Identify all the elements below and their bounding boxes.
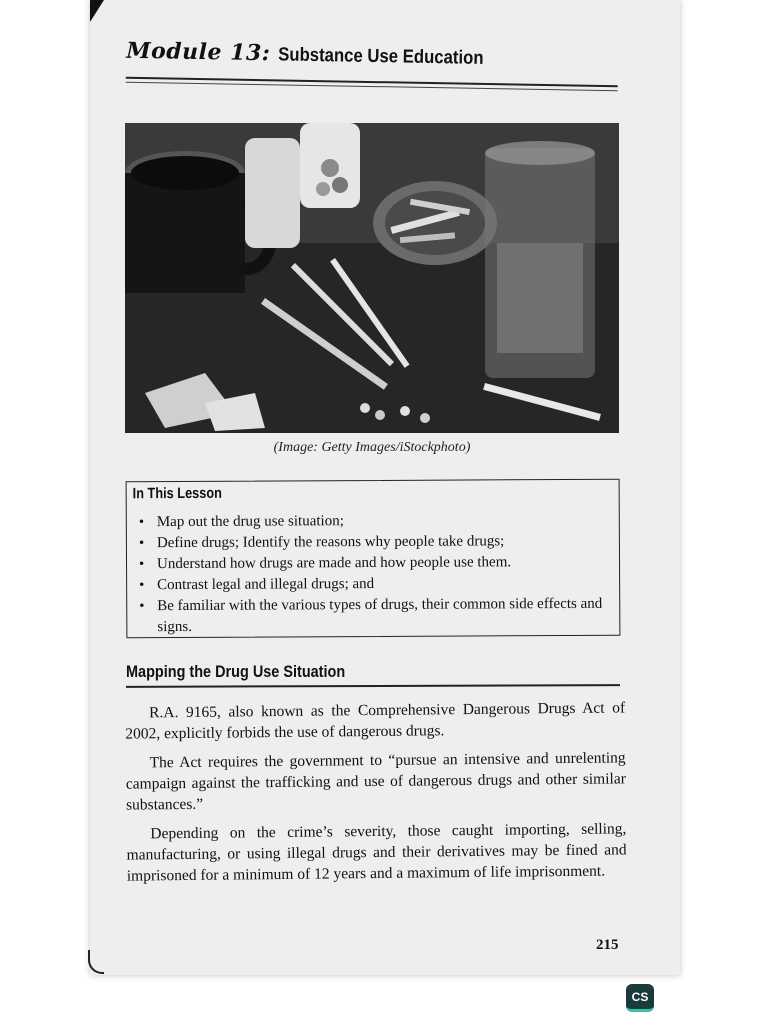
bullet-icon: • (139, 598, 145, 615)
page-corner-top (90, 0, 104, 22)
bullet-icon: • (138, 556, 145, 573)
substances-photo (125, 123, 619, 433)
lesson-box-title: In This Lesson (132, 484, 222, 503)
paragraph: Depending on the crime’s severity, those caught importing, selling, manufacturing, or using illegal drugs and their derivatives may be fined and imprisoned for a minimum of 12 years and a maximum of life imprisonment. (126, 820, 627, 885)
paragraph: R.A. 9165, also known as the Comprehensive Dangerous Drugs Act of 2002, explicitly forbids the use of dangerous drugs. (125, 699, 626, 743)
list-item (137, 594, 617, 639)
list-item-text: Contrast legal and illegal drugs; and (157, 575, 375, 594)
page-number: 215 (596, 937, 619, 953)
list-item (137, 573, 617, 597)
bullet-icon: • (139, 577, 145, 594)
module-title: Substance Use Education (278, 44, 484, 69)
list-item-text: Understand how drugs are made and how people use them. (156, 554, 512, 573)
list-item-text: Be familiar with the various types of drugs, their common side effects and signs. (157, 595, 603, 636)
list-item (137, 510, 617, 534)
module-header (126, 38, 617, 97)
bullet-icon: • (138, 514, 145, 531)
bullet-icon: • (138, 535, 145, 552)
camscanner-badge: CS (626, 984, 654, 1012)
lesson-objectives-list (137, 510, 618, 639)
in-this-lesson-box (126, 479, 621, 639)
section-body (125, 697, 627, 894)
list-item (137, 552, 617, 576)
list-item-text: Map out the drug use situation; (156, 513, 344, 531)
list-item-text: Define drugs; Identify the reasons why people take drugs; (156, 533, 505, 552)
module-number: Module 13: (126, 37, 271, 67)
list-item (137, 531, 617, 555)
photo-caption: (Image: Getty Images/iStockphoto) (273, 440, 471, 455)
section-title: Mapping the Drug Use Situation (126, 662, 346, 681)
paragraph: The Act requires the government to “pursue an intensive and unrelenting campaign against the trafficking and use of dangerous drugs and other similar substances.” (125, 749, 626, 814)
